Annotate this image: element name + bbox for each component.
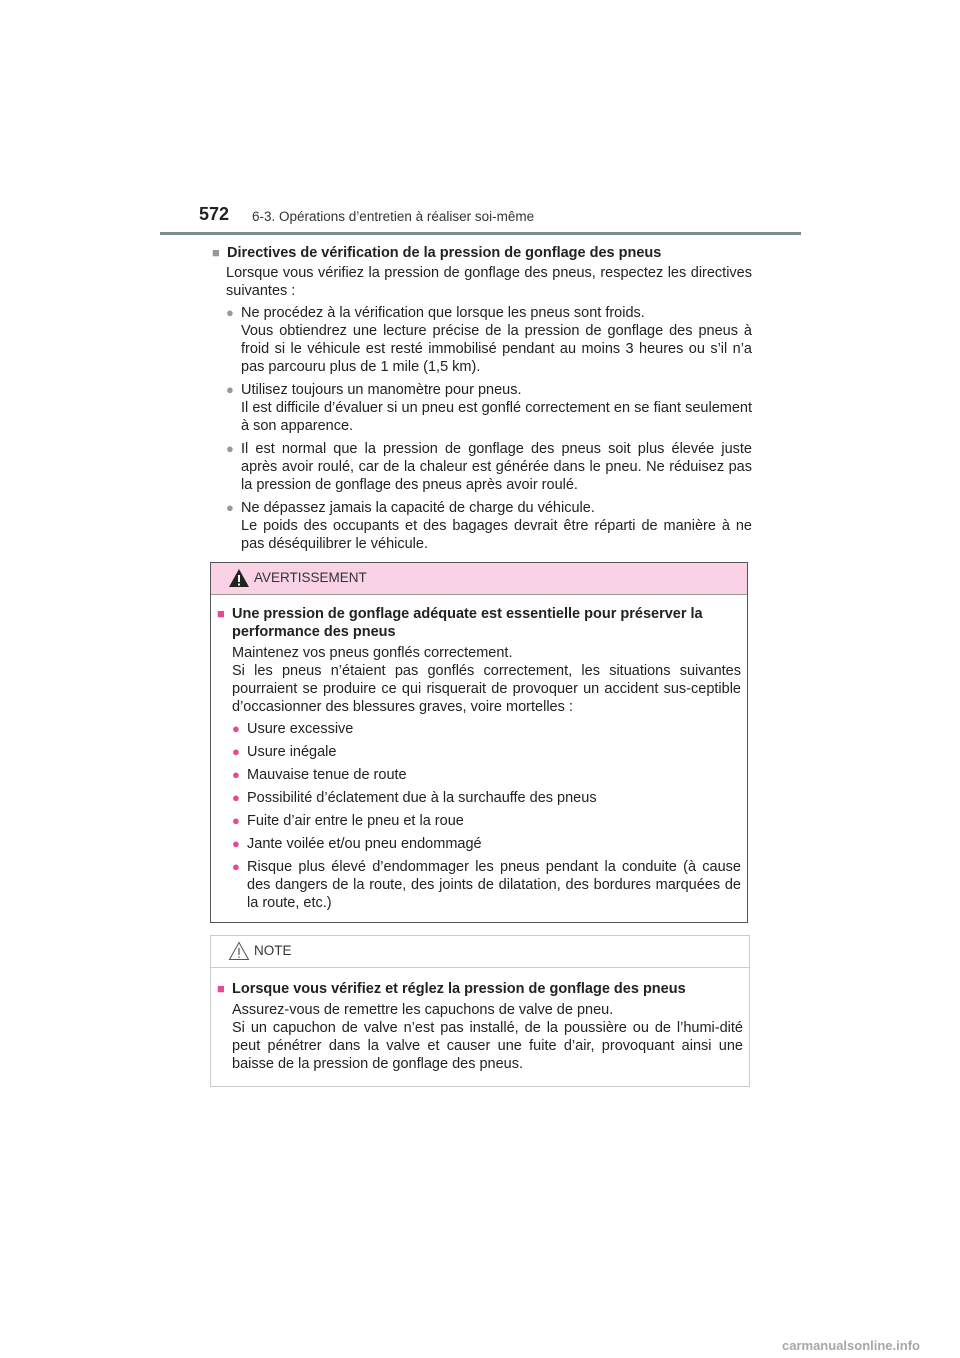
round-bullet-icon: ● [226, 500, 234, 515]
list-item [232, 766, 741, 784]
warning-label: AVERTISSEMENT [254, 570, 367, 585]
page-number: 572 [199, 204, 230, 224]
round-bullet-icon: ● [226, 305, 234, 320]
warning-line: Maintenez vos pneus gonflés correctement. [232, 645, 513, 661]
list-item [232, 743, 741, 761]
square-bullet-icon: ■ [212, 245, 220, 260]
warning-text [232, 644, 741, 716]
intro-text: Lorsque vous vérifiez la pression de gonflage des pneus, respectez les directives suivantes : [226, 265, 752, 299]
round-bullet-icon: ● [232, 721, 240, 736]
warning-icon [228, 568, 250, 588]
list-item [232, 789, 741, 807]
warning-item: Mauvaise tenue de route [247, 767, 407, 783]
note-text [232, 1001, 743, 1073]
list-item [226, 304, 752, 376]
round-bullet-icon: ● [232, 836, 240, 851]
watermark-text: carmanualsonline.info [782, 1338, 920, 1353]
list-item [226, 440, 752, 494]
warning-item: Usure excessive [247, 721, 354, 737]
bullet-title: Ne procédez à la vérification que lorsque les pneus sont froids. [241, 305, 645, 321]
section-heading-text: Directives de vérification de la pression de gonflage des pneus [227, 245, 662, 261]
list-item [232, 858, 741, 912]
round-bullet-icon: ● [232, 767, 240, 782]
warning-line: Si les pneus n’étaient pas gonflés correctement, les situations suivantes pourraient se produire ce qui risquerait de provoquer un accident sus-ceptible d’occasionner des blessures graves, voire mortelles : [232, 663, 741, 715]
warning-heading-text: Une pression de gonflage adéquate est essentielle pour préserver la performance des pneus [232, 606, 703, 640]
header-divider [160, 232, 801, 235]
section-heading [212, 244, 752, 262]
caution-outline-icon [228, 941, 250, 961]
round-bullet-icon: ● [232, 790, 240, 805]
round-bullet-icon: ● [226, 441, 234, 456]
list-item [232, 812, 741, 830]
warning-header [211, 563, 747, 595]
note-box [210, 935, 750, 1087]
page-header [0, 0, 960, 240]
list-item [226, 499, 752, 553]
bullet-title: Utilisez toujours un manomètre pour pneus. [241, 382, 522, 398]
warning-item: Possibilité d’éclatement due à la surchauffe des pneus [247, 790, 597, 806]
note-heading-text: Lorsque vous vérifiez et réglez la pression de gonflage des pneus [232, 981, 686, 997]
note-line: Assurez-vous de remettre les capuchons de valve de pneu. [232, 1002, 614, 1018]
warning-item: Risque plus élevé d’endommager les pneus pendant la conduite (à cause des dangers de la route, des joints de dilatation, des bordures marquées de la route, etc.) [247, 859, 741, 911]
round-bullet-icon: ● [232, 859, 240, 874]
bullet-text: Le poids des occupants et des bagages devrait être réparti de manière à ne pas déséquilibrer le véhicule. [241, 518, 752, 552]
round-bullet-icon: ● [232, 744, 240, 759]
round-bullet-icon: ● [232, 813, 240, 828]
note-line: Si un capuchon de valve n’est pas installé, de la poussière ou de l’humi-dité peut pénétrer dans la valve et causer une fuite d’air, provoquant ainsi une baisse de la pression de gonflage des pneus. [232, 1020, 743, 1072]
list-item [232, 720, 741, 738]
warning-item: Usure inégale [247, 744, 337, 760]
note-label: NOTE [254, 943, 292, 958]
square-bullet-icon: ■ [217, 981, 225, 996]
square-bullet-icon: ■ [217, 606, 225, 621]
warning-item: Jante voilée et/ou pneu endommagé [247, 836, 482, 852]
main-content [212, 244, 752, 558]
bullet-title: Il est normal que la pression de gonflage des pneus soit plus élevée juste après avoir roulé, car de la chaleur est générée dans le pneu. Ne réduisez pas la pression de gonflage des pneus après avoir roulé. [241, 441, 752, 493]
section-title: 6-3. Opérations d’entretien à réaliser soi-même [252, 209, 535, 224]
note-heading [217, 980, 743, 998]
bullet-title: Ne dépassez jamais la capacité de charge du véhicule. [241, 500, 595, 516]
warning-item: Fuite d’air entre le pneu et la roue [247, 813, 464, 829]
warning-heading [217, 605, 741, 641]
list-item [226, 381, 752, 435]
bullet-text: Vous obtiendrez une lecture précise de la pression de gonflage des pneus à froid si le véhicule est resté immobilisé pendant au moins 3 heures ou s’il n’a pas parcouru plus de 1 mile (1,5 km). [241, 323, 752, 375]
note-header [211, 936, 749, 968]
bullet-text: Il est difficile d’évaluer si un pneu est gonflé correctement en se fiant seulement à son apparence. [241, 400, 752, 434]
round-bullet-icon: ● [226, 382, 234, 397]
warning-box [210, 562, 748, 923]
list-item [232, 835, 741, 853]
